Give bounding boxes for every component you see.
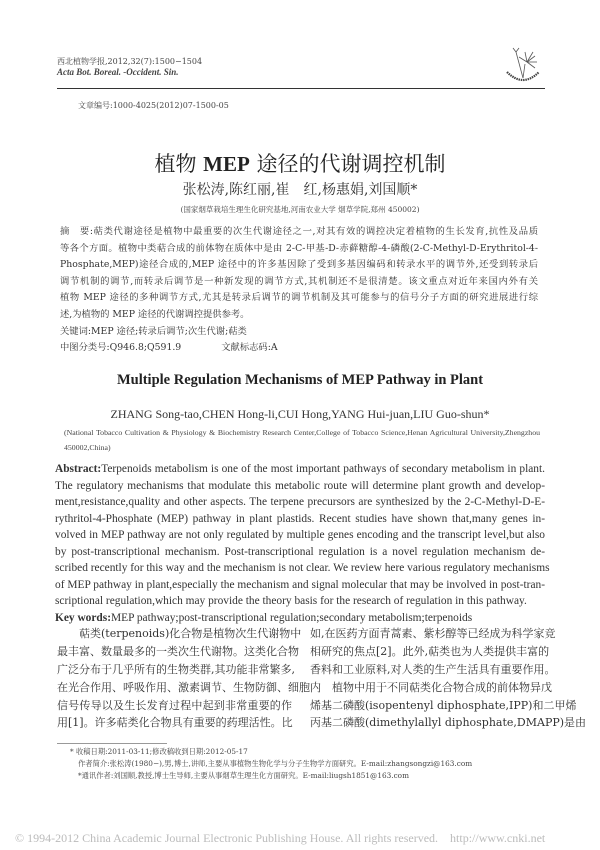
header-rule bbox=[57, 88, 545, 89]
abstract-en-line: ment,resistance,quality and other aspects. The terpene precursors are synthesized by the 2-C-Methyl-D-E- bbox=[55, 496, 545, 508]
body-line: 信号传导以及生长发育过程中起到非常重要的作 bbox=[57, 698, 292, 712]
footnote-rule bbox=[57, 743, 167, 744]
footnotes bbox=[70, 746, 472, 783]
abstract-en-line: rythritol-4-Phosphate (MEP) pathway in plant plastids. Recent studies have shown that,many genes in- bbox=[55, 512, 545, 525]
title-cn-post: 途径的代谢调控机制 bbox=[249, 152, 446, 176]
keywords-en: Key words:MEP pathway;post-transcriptional regulation;secondary metabolism;terpenoids bbox=[55, 611, 473, 624]
affiliation-en: (National Tobacco Cultivation & Physiology & Biochemistry Research Center,College of Tobacco Science,Henan Agricultural University,Zhengzhou 450002,China) bbox=[64, 428, 540, 452]
keywords-cn: 关键词:MEP 途径;转录后调节;次生代谢;萜类 bbox=[60, 325, 247, 337]
keywords-en-label: Key words: bbox=[55, 611, 111, 624]
abstract-cn-line: 等各个方面。植物中类萜合成的前体物在质体中是由 2-C-甲基-D-赤藓糖醇-4-磷酸(2-C-Methyl-D-Erythritol-4- bbox=[60, 242, 538, 254]
abstract-en-line: of MEP pathway in plant,especially the mechanism and signal molecular that may be involved in post-tran- bbox=[55, 578, 545, 591]
body-line: 最丰富、数量最多的一类次生代谢物。这类化合物 bbox=[57, 644, 299, 658]
abstract-en-label: Abstract: bbox=[55, 463, 102, 475]
journal-header-cn: 西北植物学报,2012,32(7):1500−1504 bbox=[57, 57, 203, 66]
journal-logo bbox=[503, 38, 543, 86]
body-line: 相研究的焦点[2]。此外,萜类也为人类提供丰富的 bbox=[310, 644, 550, 658]
abstract-cn bbox=[60, 223, 538, 356]
abstract-en-line: scribed recently for this way and the mechanism is not clear. We review here various regulatory mechanisms bbox=[55, 562, 550, 574]
body-line: 在光合作用、呼吸作用、激素调节、生物防御、细胞内 bbox=[57, 680, 321, 694]
abstract-cn-line: 述,为植物的 MEP 途径的代谢调控提供参考。 bbox=[60, 308, 250, 320]
title-cn bbox=[0, 148, 600, 178]
body-line: 香料和工业原料,对人类的生产生活具有重要作用。 bbox=[310, 662, 556, 676]
copyright-watermark: © 1994-2012 China Academic Journal Electronic Publishing House. All rights reserved. http://www.cnki.net bbox=[15, 831, 546, 845]
abstract-cn-line: 植物 MEP 途径的多种调节方式,尤其是转录后调节的调节机制及其可能参与的信号分子方面的研究进展进行综 bbox=[60, 292, 538, 304]
journal-header bbox=[57, 56, 202, 78]
journal-header-en: Acta Bot. Boreal. -Occident. Sin. bbox=[57, 67, 179, 77]
body-line: 广泛分布于几乎所有的生物类群,其功能非常繁多, bbox=[57, 662, 295, 676]
body-column-left bbox=[57, 625, 321, 732]
affiliation-cn: (国家烟草栽培生理生化研究基地,河南农业大学 烟草学院,郑州 450002) bbox=[180, 205, 420, 214]
body-line: 烯基二磷酸(isopentenyl diphosphate,IPP)和二甲烯 bbox=[310, 698, 577, 712]
abstract-en-line: scriptional regulation,which may provide the theory basis for the research of regulation in this pathway. bbox=[55, 595, 527, 607]
title-en: Multiple Regulation Mechanisms of MEP Pathway in Plant bbox=[116, 372, 484, 388]
body-line: 如,在医药方面青蒿素、紫杉醇等已经成为科学家竞 bbox=[310, 627, 556, 640]
flower-logo-icon bbox=[503, 38, 543, 86]
document-code: 文献标志码:A bbox=[221, 342, 278, 354]
footnote-corresponding: *通讯作者:刘国顺,教授,博士生导师,主要从事烟草生理生化方面研究。E-mail:liugsh1851@163.com bbox=[78, 771, 409, 781]
authors-cn: 张松涛,陈红丽,崔 红,杨惠娟,刘国顺* bbox=[182, 182, 418, 198]
body-column-right bbox=[310, 625, 587, 732]
authors-en: ZHANG Song-tao,CHEN Hong-li,CUI Hong,YANG Hui-juan,LIU Guo-shun* bbox=[110, 407, 490, 421]
title-cn-pre: 植物 bbox=[154, 152, 204, 176]
body-line: 植物中用于不同萜类化合物合成的前体物异戊 bbox=[332, 680, 552, 694]
clc-number: 中图分类号:Q946.8;Q591.9 bbox=[60, 342, 182, 354]
footnote-author-bio: 作者简介:张松涛(1980−),男,博士,讲师,主要从事植物生物化学与分子生物学方面研究。E-mail:zhangsongzi@163.com bbox=[78, 759, 473, 769]
abstract-en-line: by post-transcriptional mechanism. Post-transcriptional regulation is a novel regulation mechanism de- bbox=[55, 545, 545, 558]
body-line: 萜类(terpenoids)化合物是植物次生代谢物中 bbox=[79, 627, 302, 640]
title-cn-bold: MEP bbox=[203, 152, 250, 176]
body-line: 丙基二磷酸(dimethylallyl diphosphate,DMAPP)是由 bbox=[310, 716, 587, 730]
abstract-en-line: Abstract:Terpenoids metabolism is one of the most important pathways of secondary metabolism in plant. bbox=[55, 463, 545, 475]
footnote-received: * 收稿日期:2011-03-11;修改稿收到日期:2012-05-17 bbox=[70, 747, 248, 756]
article-number: 文章编号:1000-4025(2012)07-1500-05 bbox=[78, 101, 229, 110]
abstract-cn-line: Phosphate,MEP)途径合成的,MEP 途径中的许多基因除了受到多基因编码和转录水平的调节外,还受到转录后 bbox=[60, 259, 538, 271]
abstract-en-line: The regulatory mechanisms that modulate this metabolic route will determine plant growth and develop- bbox=[55, 479, 545, 492]
abstract-en-line: volved in MEP pathway are not only regulated by multiple genes encoding and the transcript level,but also bbox=[55, 529, 545, 541]
classification-row bbox=[60, 339, 538, 356]
abstract-cn-line: 摘 要:萜类代谢途径是植物中最重要的次生代谢途径之一,对其有效的调控决定着植物的生长发育,抗性及品质 bbox=[60, 226, 538, 237]
abstract-cn-line: 调节机制的调节,而转录后调节是一种新发现的调节方式,其机制还不是很清楚。该文重点对近年来国内外有关 bbox=[60, 275, 538, 287]
body-line: 用[1]。许多萜类化合物具有重要的药理活性。比 bbox=[57, 716, 293, 730]
abstract-en bbox=[55, 463, 550, 628]
